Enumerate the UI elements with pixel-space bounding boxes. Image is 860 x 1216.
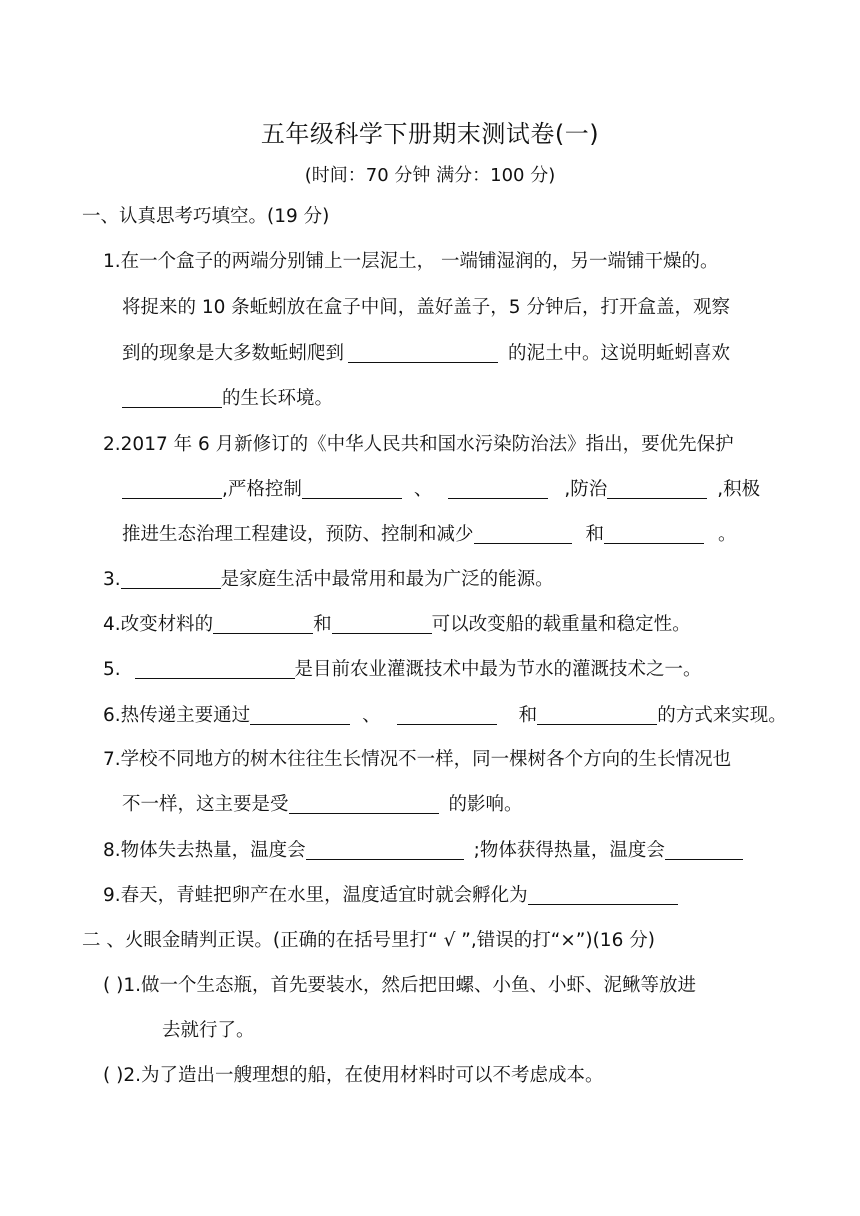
q2-line-3 (122, 522, 737, 548)
q2-text-a: ,严格控制 (222, 479, 302, 500)
q4-text-a: 4.改变材料的 (103, 614, 214, 635)
page-title: 五年级科学下册期末测试卷(一) (260, 120, 600, 148)
q1-line-1: 1.在一个盒子的两端分别铺上一层泥土， 一端铺湿润的，另一端铺干燥的。 (103, 251, 719, 272)
q4-text-c: 可以改变船的载重量和稳定性。 (431, 614, 691, 635)
q6-line (103, 703, 787, 729)
q8-text-b: ;物体获得热量，温度会 (473, 840, 665, 861)
q1-line-3 (122, 341, 730, 367)
q7-line-2 (122, 792, 523, 818)
q3-number: 3. (103, 569, 121, 590)
answer-parentheses[interactable]: ( ) (103, 975, 124, 996)
tf-q1-line-1 (103, 973, 696, 999)
q2-text-c: ,防治 (564, 479, 608, 500)
answer-blank[interactable] (474, 523, 572, 544)
answer-blank[interactable] (289, 793, 439, 814)
q1-line-2: 将捉来的 10 条蚯蚓放在盒子中间，盖好盖子，5 分钟后，打开盒盖，观察 (122, 297, 730, 318)
answer-blank[interactable] (604, 523, 704, 544)
q1-text-c: 的生长环境。 (222, 388, 334, 409)
answer-blank[interactable] (122, 478, 222, 499)
answer-blank[interactable] (302, 478, 402, 499)
q6-text-c: 和 (518, 705, 538, 726)
q8-text-a: 8.物体失去热量，温度会 (103, 840, 306, 861)
q6-text-d: 的方式来实现。 (657, 705, 787, 726)
q1-text-b: 的泥土中。这说明蚯蚓喜欢 (508, 343, 731, 364)
answer-blank[interactable] (250, 704, 350, 725)
q5-number: 5. (103, 659, 127, 680)
section-1-heading: 一、认真思考巧填空。(19 分) (82, 206, 330, 227)
answer-blank[interactable] (213, 613, 313, 634)
q5-line (103, 657, 702, 683)
answer-blank[interactable] (306, 839, 464, 860)
q2-text-d: ,积极 (717, 479, 761, 500)
answer-blank[interactable] (528, 884, 678, 905)
q6-text-a: 6.热传递主要通过 (103, 705, 251, 726)
q2-line-1: 2.2017 年 6 月新修订的《中华人民共和国水污染防治法》指出，要优先保护 (103, 434, 734, 455)
tf-q2-text: 2.为了造出一艘理想的船，在使用材料时可以不考虑成本。 (123, 1065, 604, 1086)
answer-parentheses[interactable]: ( ) (103, 1065, 124, 1086)
q5-text: 是目前农业灌溉技术中最为节水的灌溉技术之一。 (294, 659, 702, 680)
q4-line (103, 612, 691, 638)
q1-line-4 (122, 386, 333, 412)
q1-text-a: 到的现象是大多数蚯蚓爬到 (122, 343, 345, 364)
answer-blank[interactable] (135, 658, 295, 679)
answer-blank[interactable] (121, 568, 221, 589)
q9-text: 9.春天，青蛙把卵产在水里，温度适宜时就会孵化为 (103, 885, 528, 906)
answer-blank[interactable] (448, 478, 548, 499)
answer-blank[interactable] (397, 704, 497, 725)
section-2-heading: 二 、火眼金睛判正误。(正确的在括号里打“ √ ”,错误的打“×”)(16 分) (82, 930, 655, 951)
q2-text-g: 。 (718, 524, 737, 545)
answer-blank[interactable] (537, 704, 657, 725)
q7-text-b: 的影响。 (448, 794, 523, 815)
tf-q2-line (103, 1063, 603, 1089)
q7-text-a: 不一样，这主要是受 (122, 794, 289, 815)
answer-blank[interactable] (122, 387, 222, 408)
answer-blank[interactable] (607, 478, 707, 499)
answer-blank[interactable] (332, 613, 432, 634)
q4-text-b: 和 (313, 614, 332, 635)
q2-text-f: 和 (585, 524, 605, 545)
answer-blank[interactable] (348, 342, 498, 363)
q7-line-1: 7.学校不同地方的树木往往生长情况不一样，同一棵树各个方向的生长情况也 (103, 749, 732, 770)
q2-text-e: 推进生态治理工程建设，预防、控制和减少 (122, 524, 474, 545)
q8-line (103, 838, 743, 864)
q2-line-2 (122, 477, 760, 503)
tf-q1-text: 1.做一个生态瓶，首先要装水，然后把田螺、小鱼、小虾、泥鳅等放进 (123, 975, 696, 996)
tf-q1-line-2: 去就行了。 (162, 1020, 255, 1041)
answer-blank[interactable] (665, 839, 743, 860)
q6-text-b: 、 (362, 705, 381, 726)
q3-text: 是家庭生活中最常用和最为广泛的能源。 (220, 569, 554, 590)
q2-text-b: 、 (413, 479, 433, 500)
q9-line (103, 883, 678, 909)
q3-line (103, 567, 554, 593)
exam-time-score: (时间：70 分钟 满分：100 分) (304, 165, 556, 186)
